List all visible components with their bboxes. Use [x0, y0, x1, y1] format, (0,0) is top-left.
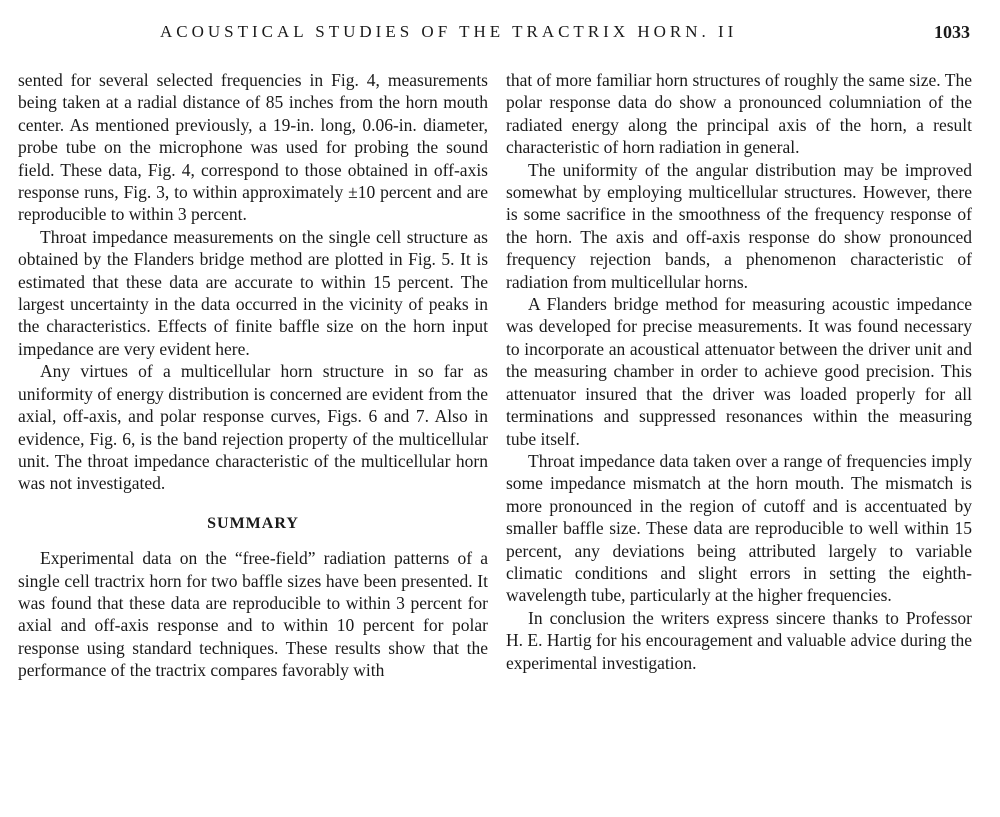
paragraph: Throat impedance measurements on the single cell structure as obtained by the Flanders bridge method are plotted in Fig. 5. It is estimated that these data are accurate to within 15 percent. The largest uncertainty in the data occurred in the vicinity of peaks in the characteristics. Effects of finite baffle size on the horn input impedance are very evident here.	[18, 226, 488, 359]
section-heading-summary: SUMMARY	[207, 514, 299, 532]
paragraph: Any virtues of a multicellular horn structure in so far as uniformity of energy distribution is concerned are evident from the axial, off-axis, and polar response curves, Figs. 6 and 7. Also in evidence, Fig. 6, is the band rejection property of the multicellular unit. The throat impedance characteristic of the multicellular horn was not investigated.	[18, 361, 488, 494]
paragraph: Experimental data on the “free-field” radiation patterns of a single cell tractrix horn for two baffle sizes have been presented. It was found that these data are reproducible to within 3 percent for axial and off-axis response and to within 10 percent for polar response using standard techniques. These results show that the performance of the tractrix compares favorably with	[18, 548, 488, 681]
paragraph: In conclusion the writers express sincere thanks to Professor H. E. Hartig for his encouragement and valuable advice during the experimental investigation.	[506, 607, 972, 673]
right-column	[506, 69, 972, 674]
page-number: 1033	[934, 22, 970, 42]
paragraph: sented for several selected frequencies in Fig. 4, measurements being taken at a radial distance of 85 inches from the horn mouth center. As mentioned previously, a 19-in. long, 0.06-in. diameter, probe tube on the microphone was used for probing the sound field. These data, Fig. 4, correspond to those obtained in off-axis response runs, Fig. 3, to within approximately ±10 percent and are reproducible to within 3 percent.	[18, 70, 488, 225]
running-head: ACOUSTICAL STUDIES OF THE TRACTRIX HORN. II	[160, 22, 738, 41]
paragraph: Throat impedance data taken over a range of frequencies imply some impedance mismatch at the horn mouth. The mismatch is more pronounced in the region of cutoff and is accentuated by smaller baffle size. These data are reproducible to well within 15 percent, any deviations being attributed largely to variable climatic conditions and slight errors in setting the eighth-wavelength tube, particularly at the higher frequencies.	[506, 450, 972, 606]
paragraph: A Flanders bridge method for measuring acoustic impedance was developed for precise measurements. It was found necessary to incorporate an acoustical attenuator between the driver unit and the measuring chamber in order to achieve good precision. This attenuator insured that the driver was loaded properly for all terminations and suppressed resonances within the measuring tube itself.	[506, 294, 972, 449]
paragraph: The uniformity of the angular distribution may be improved somewhat by employing multicellular structures. However, there is some sacrifice in the smoothness of the frequency response of the horn. The axis and off-axis response do show pronounced frequency rejection bands, a phenomenon characteristic of radiation from multicellular horns.	[506, 159, 972, 292]
paragraph: that of more familiar horn structures of roughly the same size. The polar response data do show a pronounced columniation of the radiated energy along the principal axis of the horn, a result characteristic of horn radiation in general.	[506, 70, 972, 158]
left-column	[18, 69, 488, 682]
